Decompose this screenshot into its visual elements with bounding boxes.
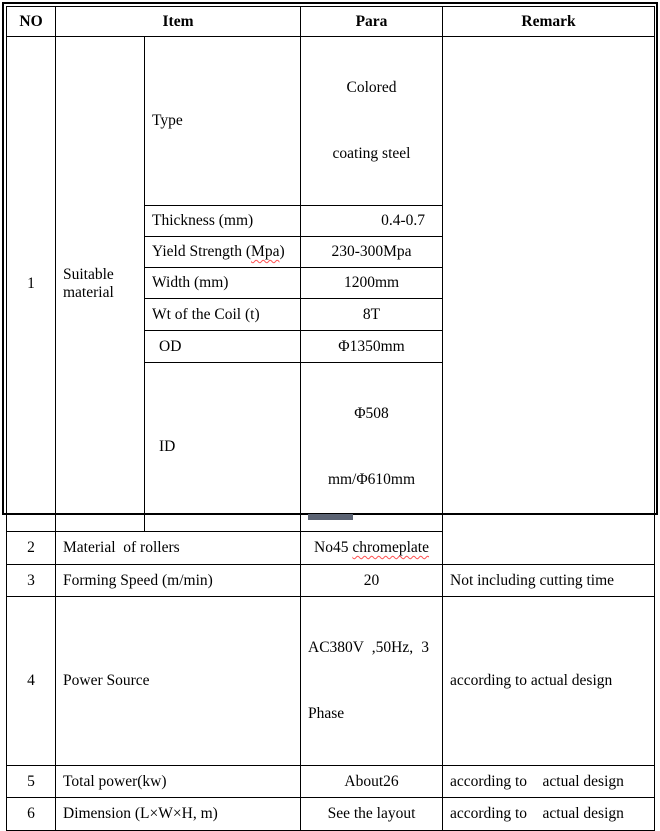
- row5-item-total-power: Total power(kw): [56, 766, 301, 798]
- cell-yield-label: [145, 237, 301, 268]
- cell-od-label: OD: [145, 331, 301, 363]
- cell-coil-weight-label: Wt of the Coil (t): [145, 299, 301, 331]
- rollers-para-misspelled-word: chromeplate: [352, 539, 429, 556]
- header-remark: Remark: [443, 7, 655, 37]
- scrollbar-thumb[interactable]: [308, 514, 353, 520]
- table-row: [7, 37, 655, 206]
- cell-yield-para: 230-300Mpa: [301, 237, 443, 268]
- power-para-line1: AC380V ,50Hz, 3: [308, 639, 429, 656]
- table-row: [7, 766, 655, 798]
- row3-para: 20: [301, 565, 443, 597]
- row3-no: 3: [7, 565, 56, 597]
- row6-no: 6: [7, 798, 56, 831]
- rollers-para-pre: No45: [314, 539, 353, 556]
- row1-no: 1: [7, 37, 56, 532]
- table-row: [7, 798, 655, 831]
- table-header-row: [7, 7, 655, 37]
- row4-no: 4: [7, 597, 56, 766]
- row5-remark: according to actual design: [443, 766, 655, 798]
- type-para-line2: coating steel: [332, 145, 411, 162]
- cell-thickness-para: 0.4-0.7: [301, 206, 443, 237]
- header-no: NO: [7, 7, 56, 37]
- table-row: [7, 597, 655, 766]
- cell-width-label: Width (mm): [145, 268, 301, 299]
- row4-remark: according to actual design: [443, 597, 655, 766]
- row3-item-forming-speed: Forming Speed (m/min): [56, 565, 301, 597]
- header-para: Para: [301, 7, 443, 37]
- row6-para: See the layout: [301, 798, 443, 831]
- id-para-line1: Φ508: [354, 405, 389, 422]
- cell-width-para: 1200mm: [301, 268, 443, 299]
- row2-item-material-of-rollers: Material of rollers: [56, 532, 301, 565]
- cell-od-para: Φ1350mm: [301, 331, 443, 363]
- yield-label-misspelled-word: Mpa: [251, 243, 280, 260]
- row1-item-suitable-material: Suitable material: [56, 37, 145, 532]
- row4-para: [301, 597, 443, 766]
- cell-thickness-label: Thickness (mm): [145, 206, 301, 237]
- cell-type-label: Type: [145, 37, 301, 206]
- header-item: Item: [56, 7, 301, 37]
- yield-label-pre: Yield Strength (: [152, 243, 252, 260]
- table-row: [7, 565, 655, 597]
- row6-remark: according to actual design: [443, 798, 655, 831]
- remark-merged-cell-empty: [443, 37, 655, 565]
- cell-id-para: [301, 363, 443, 532]
- row2-para: [301, 532, 443, 565]
- cell-type-para: [301, 37, 443, 206]
- type-para-line1: Colored: [346, 79, 397, 96]
- id-para-line2: mm/Φ610mm: [327, 471, 416, 488]
- row6-item-dimension: Dimension (L×W×H, m): [56, 798, 301, 831]
- row3-remark: Not including cutting time: [443, 565, 655, 597]
- spec-table: [6, 6, 655, 831]
- spec-table-frame: [2, 2, 658, 822]
- cell-id-label: ID: [145, 363, 301, 532]
- power-para-line2: Phase: [308, 705, 345, 722]
- row5-para: About26: [301, 766, 443, 798]
- cell-coil-weight-para: 8T: [301, 299, 443, 331]
- row4-item-power-source: Power Source: [56, 597, 301, 766]
- row5-no: 5: [7, 766, 56, 798]
- row2-no: 2: [7, 532, 56, 565]
- yield-label-post: ): [279, 243, 285, 260]
